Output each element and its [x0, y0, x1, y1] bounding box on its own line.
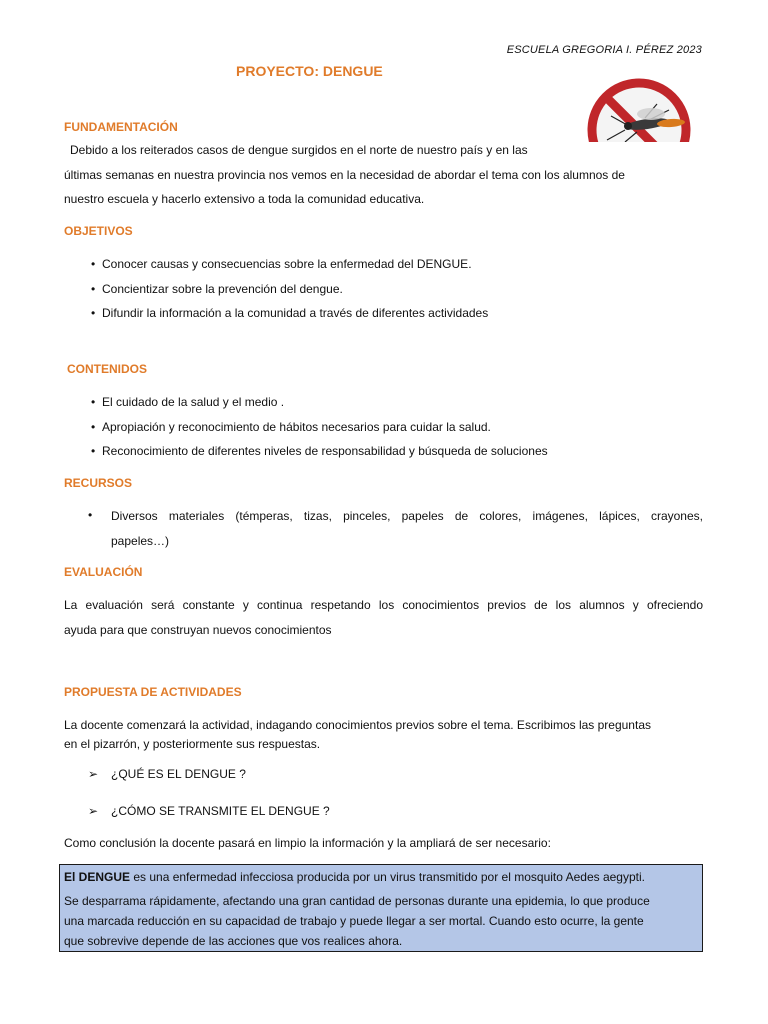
definition-text: es una enfermedad infecciosa producida por un virus transmitido por el mosquito Aedes aegypti.	[130, 870, 645, 884]
fundamentacion-line-1: Debido a los reiterados casos de dengue surgidos en el norte de nuestro país y en las	[70, 143, 528, 157]
school-header: ESCUELA GREGORIA I. PÉREZ 2023	[506, 44, 702, 56]
objetivos-list	[91, 252, 488, 326]
page-title: PROYECTO: DENGUE	[236, 63, 383, 79]
contenidos-heading: CONTENIDOS	[67, 362, 148, 376]
recursos-line-1: Diversos materiales (témperas, tizas, pinceles, papeles de colores, imágenes, lápices, crayones,	[111, 509, 703, 523]
question-item	[88, 804, 330, 818]
list-item: • Difundir la información a la comunidad a través de diferentes actividades	[91, 301, 488, 326]
contenidos-list	[91, 390, 548, 464]
definition-term: El DENGUE	[64, 870, 131, 884]
list-item: • Reconocimiento de diferentes niveles de responsabilidad y búsqueda de soluciones	[91, 439, 548, 464]
question-text: ¿QUÉ ES EL DENGUE ?	[111, 767, 246, 781]
box-line-1: Se desparrama rápidamente, afectando una gran cantidad de personas durante una epidemia, lo que produce	[64, 894, 650, 908]
fundamentacion-text	[64, 138, 709, 212]
objetivos-heading: OBJETIVOS	[64, 224, 133, 238]
arrow-bullet-icon: ➢	[88, 804, 99, 818]
recursos-line-2: papeles…)	[111, 534, 170, 548]
conclusion-text: Como conclusión la docente pasará en limpio la información y la ampliará de ser necesario:	[64, 836, 551, 850]
definition-box	[59, 864, 703, 952]
no-mosquito-icon	[585, 76, 705, 142]
evaluacion-line-1: La evaluación será constante y continua respetando los conocimientos previos de los alumnos y ofreciendo	[64, 598, 703, 612]
fundamentacion-heading: FUNDAMENTACIÓN	[64, 120, 178, 134]
list-item: • Conocer causas y consecuencias sobre la enfermedad del DENGUE.	[91, 252, 488, 277]
propuesta-line-1: La docente comenzará la actividad, indagando conocimientos previos sobre el tema. Escribimos las preguntas	[64, 718, 651, 732]
arrow-bullet-icon: ➢	[88, 767, 99, 781]
list-item: • Apropiación y reconocimiento de hábitos necesarios para cuidar la salud.	[91, 415, 548, 440]
list-item: • Concientizar sobre la prevención del dengue.	[91, 277, 488, 302]
fundamentacion-line-3: nuestro escuela y hacerlo extensivo a toda la comunidad educativa.	[64, 192, 425, 206]
question-item	[88, 767, 246, 781]
definition-paragraph	[64, 867, 698, 887]
recursos-heading: RECURSOS	[64, 476, 133, 490]
question-text: ¿CÓMO SE TRANSMITE EL DENGUE ?	[111, 804, 330, 818]
box-line-3: que sobrevive depende de las acciones que vos realices ahora.	[64, 934, 403, 948]
list-item: • El cuidado de la salud y el medio .	[91, 390, 548, 415]
recursos-bullet: •	[88, 508, 93, 522]
fundamentacion-line-2: últimas semanas en nuestra provincia nos vemos en la necesidad de abordar el tema con los alumnos de	[64, 167, 625, 182]
box-line-2: una marcada reducción en su capacidad de trabajo y puede llegar a ser mortal. Cuando esto ocurre, la gente	[64, 914, 644, 928]
propuesta-heading: PROPUESTA DE ACTIVIDADES	[64, 685, 242, 699]
evaluacion-line-2: ayuda para que construyan nuevos conocimientos	[64, 623, 332, 637]
evaluacion-heading: EVALUACIÓN	[64, 565, 143, 579]
propuesta-line-2: en el pizarrón, y posteriormente sus respuestas.	[64, 737, 321, 751]
